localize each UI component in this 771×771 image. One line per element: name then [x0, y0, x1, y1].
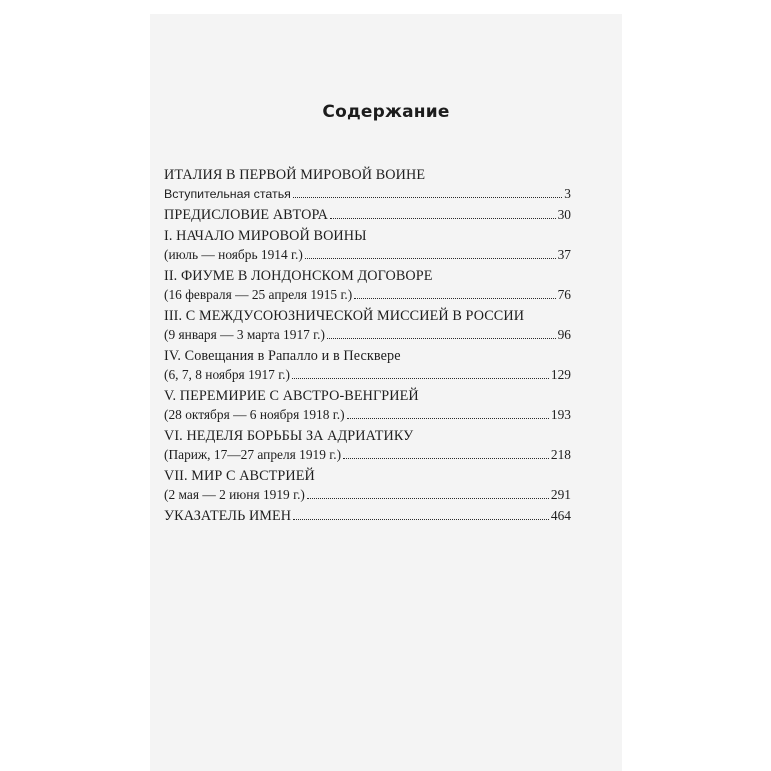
toc-entry-subtitle: (6, 7, 8 ноября 1917 г.) [164, 367, 290, 382]
dot-leader [307, 498, 549, 499]
toc-entry-title: VII. МИР С АВСТРИЕЙ [164, 468, 315, 484]
toc-entry-title: I. НАЧАЛО МИРОВОЙ ВОИНЫ [164, 228, 367, 244]
toc-entry-chapter-2 [164, 267, 571, 304]
toc-page-number: 37 [557, 247, 571, 262]
toc-page-number: 291 [550, 487, 571, 502]
toc-page-number: 129 [550, 367, 571, 382]
page-title: Содержание [322, 102, 450, 122]
dot-leader [292, 378, 549, 379]
toc-entry-chapter-3 [164, 307, 571, 344]
toc-entry-chapter-7 [164, 467, 571, 504]
toc-page-number: 96 [557, 327, 571, 342]
dot-leader [293, 197, 562, 198]
toc-entry-line [164, 406, 571, 424]
toc-entry-title: ИТАЛИЯ В ПЕРВОЙ МИРОВОЙ ВОИНЕ [164, 167, 426, 183]
toc-entry-line [164, 486, 571, 504]
toc-entry-subtitle: Вступительная статья [164, 187, 291, 201]
toc-page-number: 3 [564, 186, 571, 201]
toc-entry-title: ПРЕДИСЛОВИЕ АВТОРА [164, 207, 328, 223]
toc-entry-subtitle: (28 октября — 6 ноября 1918 г.) [164, 407, 345, 422]
table-of-contents [164, 166, 571, 525]
toc-entry-title: VI. НЕДЕЛЯ БОРЬБЫ ЗА АДРИАТИКУ [164, 428, 414, 444]
toc-entry-line [164, 286, 571, 304]
toc-entry-chapter-5 [164, 387, 571, 424]
toc-entry-line [164, 206, 571, 224]
toc-entry-subtitle: (Париж, 17—27 апреля 1919 г.) [164, 447, 342, 462]
toc-entry-name-index [164, 507, 571, 525]
toc-entry-line [164, 446, 571, 464]
toc-entry-chapter-1 [164, 227, 571, 264]
toc-entry-title: II. ФИУМЕ В ЛОНДОНСКОМ ДОГОВОРЕ [164, 268, 433, 284]
toc-page-number: 218 [550, 447, 571, 462]
toc-entry-subtitle: (16 февраля — 25 апреля 1915 г.) [164, 287, 353, 302]
toc-entry-line [164, 185, 571, 203]
toc-page-number: 30 [557, 207, 571, 222]
toc-entry-line [164, 507, 571, 525]
toc-entry-title: УКАЗАТЕЛЬ ИМЕН [164, 508, 292, 524]
dot-leader [347, 418, 549, 419]
toc-page-number: 76 [557, 287, 571, 302]
dot-leader [293, 519, 549, 520]
toc-entry-chapter-4 [164, 347, 571, 384]
book-page [150, 14, 622, 771]
dot-leader [330, 218, 556, 219]
toc-entry-subtitle: (9 января — 3 марта 1917 г.) [164, 327, 325, 342]
toc-entry-title: III. С МЕЖДУСОЮЗНИЧЕСКОЙ МИССИЕЙ В РОССИИ [164, 308, 525, 324]
dot-leader [305, 258, 556, 259]
toc-entry-author-preface [164, 206, 571, 224]
dot-leader [327, 338, 556, 339]
toc-entry-line [164, 326, 571, 344]
toc-entry-chapter-6 [164, 427, 571, 464]
toc-entry-introduction [164, 166, 571, 203]
toc-page-number: 464 [550, 508, 571, 523]
toc-entry-subtitle: (2 мая — 2 июня 1919 г.) [164, 487, 305, 502]
toc-page-number: 193 [550, 407, 571, 422]
dot-leader [343, 458, 549, 459]
toc-entry-subtitle: (июль — ноябрь 1914 г.) [164, 247, 303, 262]
toc-entry-line [164, 366, 571, 384]
dot-leader [354, 298, 555, 299]
toc-entry-title: V. ПЕРЕМИРИЕ С АВСТРО-ВЕНГРИЕЙ [164, 388, 419, 404]
toc-entry-line [164, 246, 571, 264]
toc-entry-title: IV. Совещания в Рапалло и в Песквере [164, 348, 401, 364]
